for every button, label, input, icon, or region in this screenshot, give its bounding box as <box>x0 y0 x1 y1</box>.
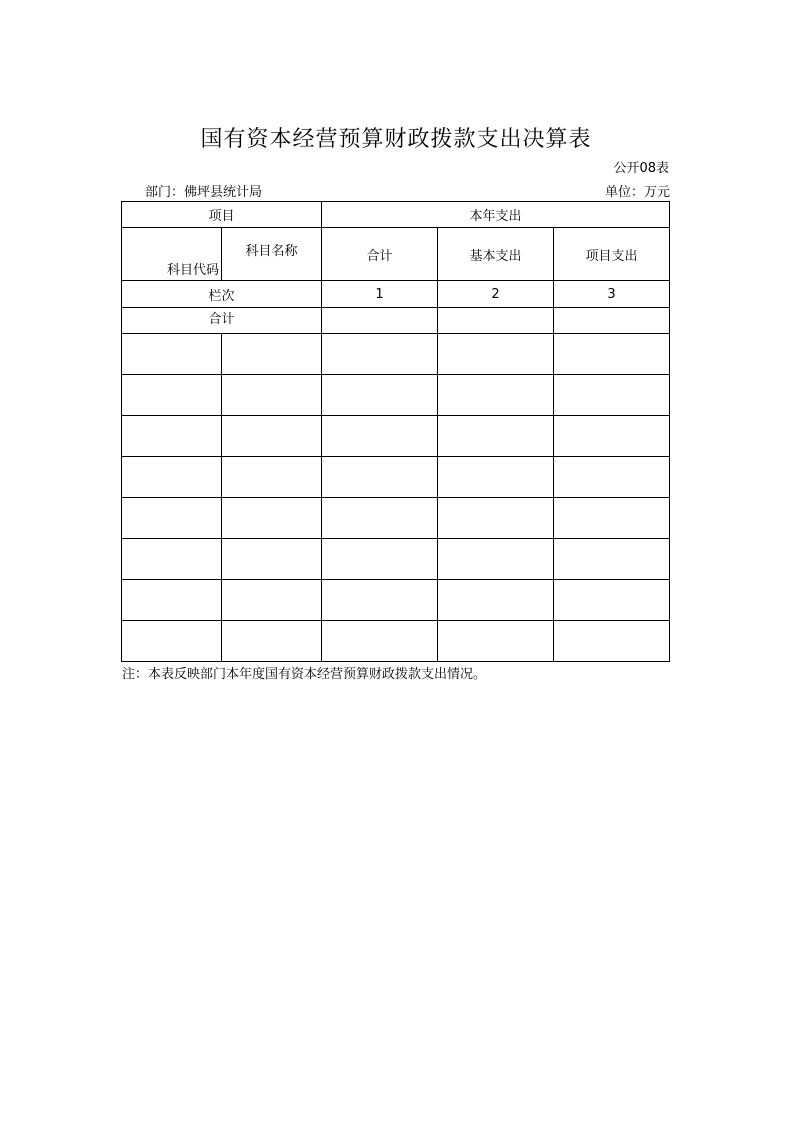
table-cell <box>554 539 670 580</box>
table-cell <box>222 580 322 621</box>
table-row <box>122 498 670 539</box>
table-cell <box>438 539 554 580</box>
footnote: 注：本表反映部门本年度国有资本经营预算财政拨款支出情况。 <box>122 667 487 682</box>
table-cell <box>222 416 322 457</box>
table-cell <box>122 334 222 375</box>
table-cell <box>322 457 438 498</box>
table-cell <box>122 539 222 580</box>
table-cell <box>438 457 554 498</box>
total-cell <box>438 308 554 334</box>
table-cell <box>554 457 670 498</box>
table-cell <box>222 621 322 662</box>
page-title: 国有资本经营预算财政拨款支出决算表 <box>200 127 592 152</box>
table-cell <box>554 416 670 457</box>
row-total-label: 合计 <box>122 308 322 334</box>
table-cell <box>322 580 438 621</box>
header-total: 合计 <box>322 228 438 281</box>
table-cell <box>322 375 438 416</box>
table-cell <box>438 580 554 621</box>
table-row <box>122 375 670 416</box>
table-cell <box>122 621 222 662</box>
header-item: 项目 <box>122 202 322 228</box>
table-cell <box>122 457 222 498</box>
table-cell <box>438 498 554 539</box>
form-code: 公开08表 <box>613 161 669 176</box>
total-cell <box>322 308 438 334</box>
table-cell <box>222 334 322 375</box>
table-cell <box>554 498 670 539</box>
header-year-expense: 本年支出 <box>322 202 670 228</box>
table-cell <box>438 621 554 662</box>
table-cell <box>438 375 554 416</box>
table-cell <box>438 334 554 375</box>
table-row <box>122 457 670 498</box>
table-cell <box>554 580 670 621</box>
department-label: 部门：佛坪县统计局 <box>145 185 263 200</box>
header-subject-name: 科目名称 <box>222 228 322 281</box>
table-cell <box>322 621 438 662</box>
header-project: 项目支出 <box>554 228 670 281</box>
table-cell <box>222 375 322 416</box>
table-cell <box>554 621 670 662</box>
table-cell <box>122 498 222 539</box>
column-index-3: 3 <box>554 281 670 308</box>
table-cell <box>554 334 670 375</box>
table-cell <box>222 457 322 498</box>
table-cell <box>322 539 438 580</box>
table-cell <box>122 416 222 457</box>
table-row <box>122 621 670 662</box>
table-row <box>122 416 670 457</box>
column-index-1: 1 <box>322 281 438 308</box>
unit-label: 单位：万元 <box>604 185 670 200</box>
table-cell <box>554 375 670 416</box>
table-row <box>122 334 670 375</box>
table-cell <box>222 539 322 580</box>
total-cell <box>554 308 670 334</box>
header-basic: 基本支出 <box>438 228 554 281</box>
row-column-index-label: 栏次 <box>122 281 322 308</box>
table-cell <box>122 580 222 621</box>
header-subject-code: 科目代码 <box>122 228 222 281</box>
expense-table <box>121 201 670 662</box>
table-cell <box>322 416 438 457</box>
column-index-2: 2 <box>438 281 554 308</box>
table-cell <box>438 416 554 457</box>
table-row <box>122 580 670 621</box>
table-row <box>122 539 670 580</box>
table-cell <box>122 375 222 416</box>
table-cell <box>322 334 438 375</box>
table-cell <box>322 498 438 539</box>
table-cell <box>222 498 322 539</box>
